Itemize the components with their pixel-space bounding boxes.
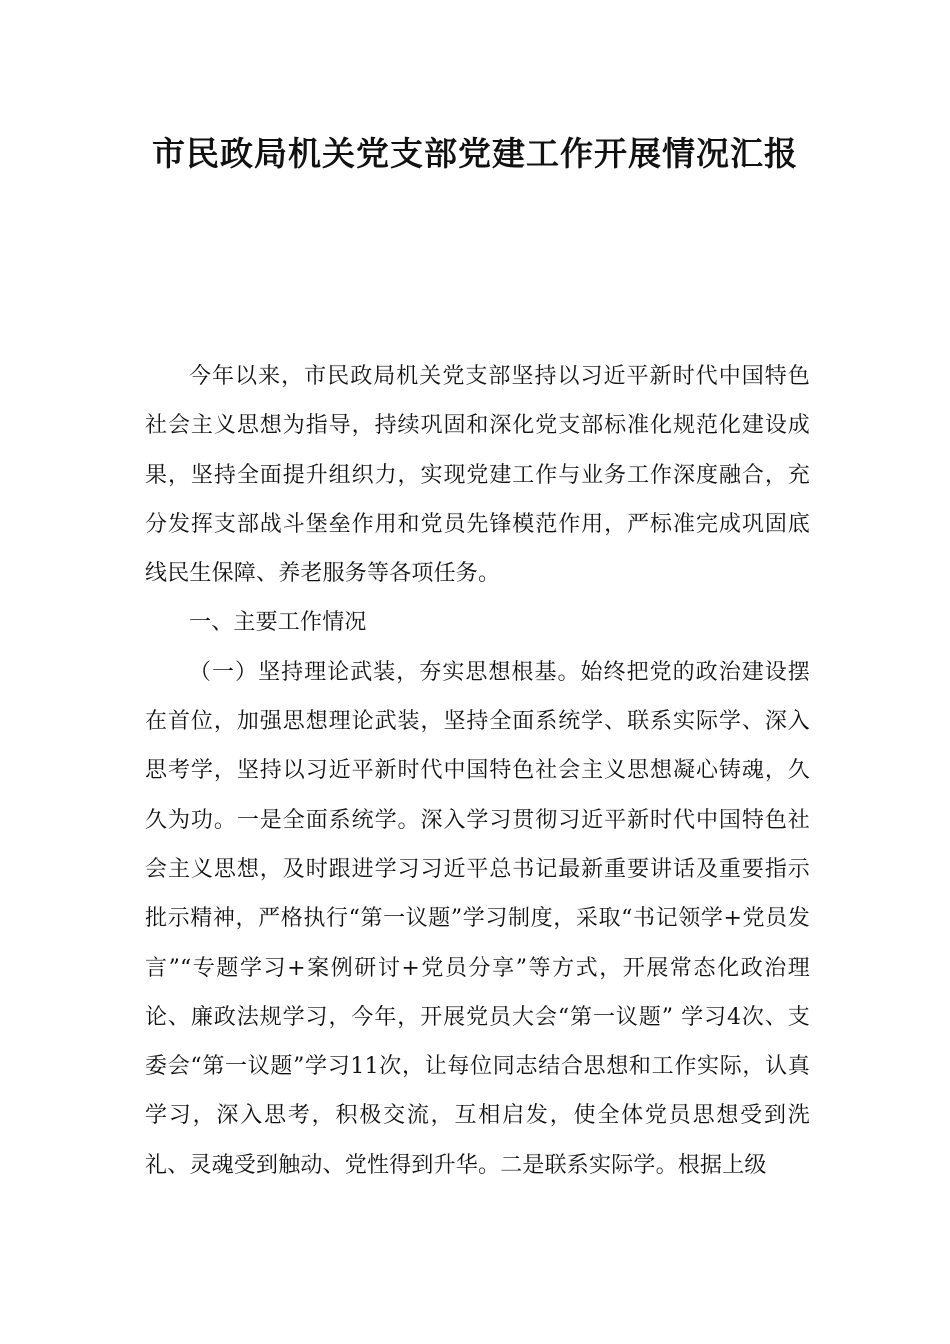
section-heading: 一、主要工作情况 [189, 610, 367, 636]
intro-paragraph: 今年以来，市民政局机关党支部坚持以习近平新时代中国特色社会主义思想为指导，持续巩固和深化党支部标准化规范化建设成果，坚持全面提升组织力，实现党建工作与业务工作深度融合，充分发挥支部战斗堡垒作用和党员先锋模范作用，严标准完成巩固底线民生保障、养老服务等各项任务。 [145, 364, 810, 587]
subsection-paragraph: （一）坚持理论武装，夯实思想根基。始终把党的政治建设摆在首位，加强思想理论武装，坚持全面系统学、联系实际学、深入思考学，坚持以习近平新时代中国特色社会主义思想凝心铸魂，久久为功。一是全面系统学。深入学习贯彻习近平新时代中国特色社会主义思想，及时跟进学习习近平总书记最新重要讲话及重要指示批示精神，严格执行“第一议题”学习制度，采取“书记领学+党员发言”“专题学习+案例研讨+党员分享”等方式，开展常态化政治理论、廉政法规学习，今年，开展党员大会“第一议题” 学习4次、支委会“第一议题”学习11次，让每位同志结合思想和工作实际，认真学习，深入思考，积极交流，互相启发，使全体党员思想受到洗礼、灵魂受到触动、党性得到升华。二是联系实际学。根据上级 [145, 659, 810, 1178]
document-title: 市民政局机关党支部党建工作开展情况汇报 [152, 134, 798, 173]
document-body [145, 352, 810, 1190]
